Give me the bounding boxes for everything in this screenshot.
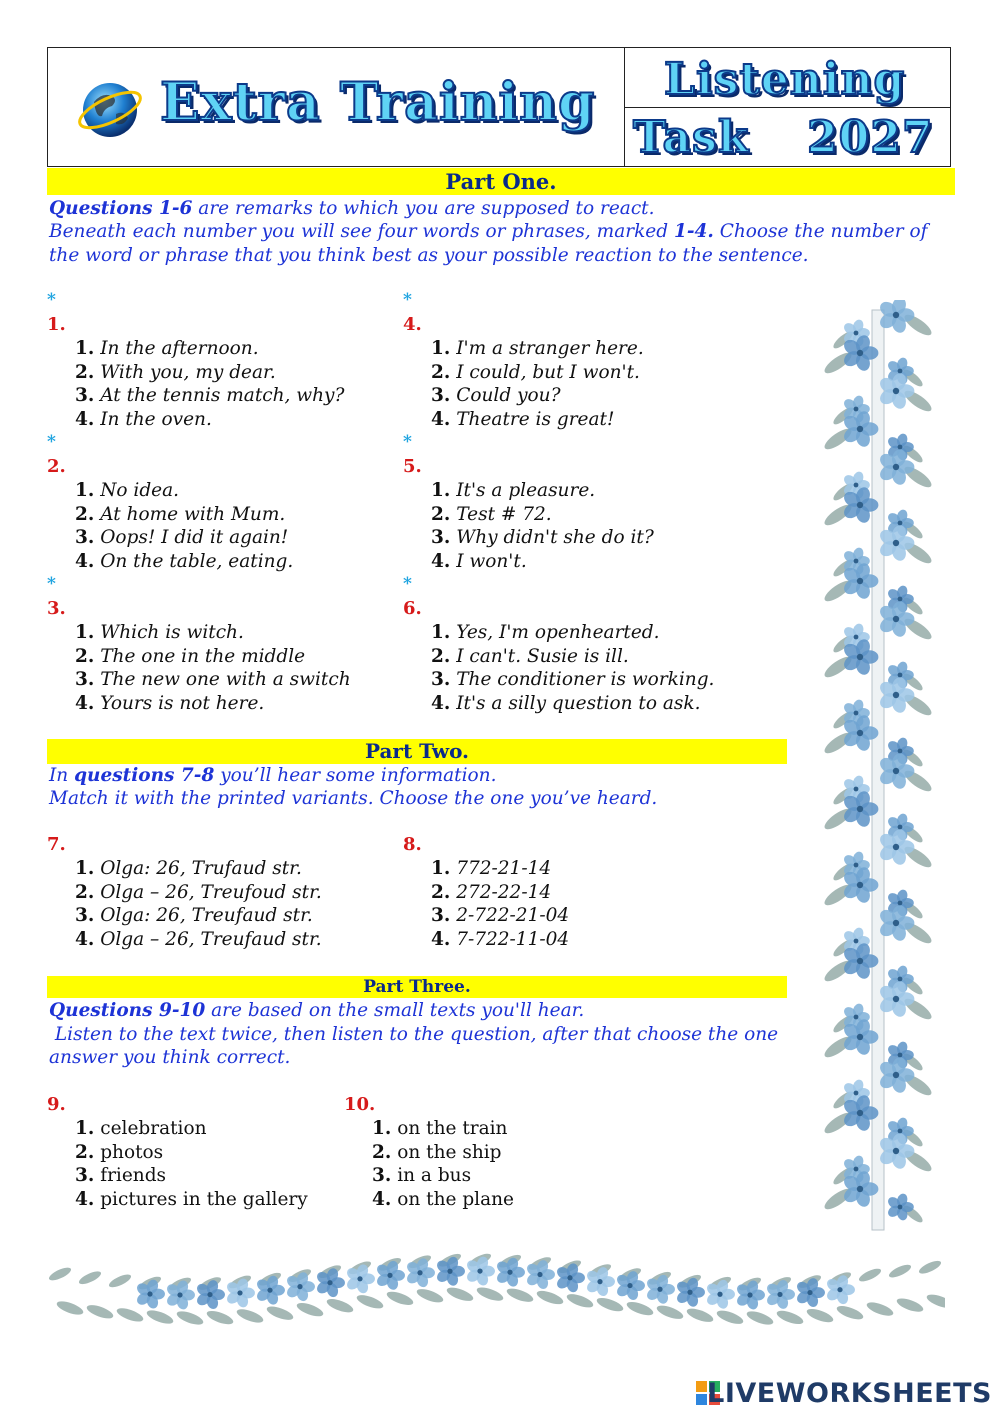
answer-option[interactable]	[75, 693, 264, 714]
option-text: pictures in the gallery	[100, 1189, 308, 1211]
answer-option[interactable]	[75, 858, 302, 879]
option-text: Olga: 26, Trufaud str.	[100, 858, 302, 879]
separator-star: *	[47, 432, 56, 452]
option-text: The new one with a switch	[100, 669, 351, 691]
flower-border-horizontal	[45, 1228, 945, 1333]
separator-star: *	[403, 432, 412, 452]
option-text: The conditioner is working.	[456, 669, 715, 691]
option-number: 1.	[75, 622, 95, 643]
option-text: With you, my dear.	[100, 361, 276, 383]
header-year: 2027	[807, 112, 934, 163]
option-text: on the train	[397, 1118, 508, 1139]
option-number: 1.	[75, 338, 95, 359]
option-text: on the ship	[397, 1141, 502, 1163]
answer-option[interactable]	[75, 929, 322, 950]
answer-option[interactable]	[372, 1118, 507, 1139]
option-text: on the plane	[397, 1189, 514, 1211]
answer-option[interactable]	[431, 858, 551, 879]
option-text: 272-22-14	[456, 881, 552, 903]
header-task: Task	[633, 112, 750, 163]
option-number: 4.	[431, 551, 451, 573]
separator-star: *	[47, 574, 56, 594]
option-text: It's a pleasure.	[456, 480, 596, 501]
part-three-heading: Part Three.	[47, 976, 787, 998]
option-text: Olga – 26, Treufaud str.	[100, 929, 322, 951]
option-text: Yours is not here.	[100, 693, 265, 715]
header-divider	[625, 107, 951, 108]
option-text: In the oven.	[100, 409, 212, 431]
question-number: 1.	[47, 314, 66, 335]
part-one-question-range: Questions 1-6	[49, 198, 193, 219]
option-number: 2.	[75, 503, 95, 525]
option-number: 3.	[75, 905, 95, 927]
part-three-instruction-line1: Questions 9-10 are based on the small texts you'll hear.	[49, 1000, 585, 1021]
answer-option[interactable]	[431, 338, 644, 359]
answer-option[interactable]	[75, 480, 179, 501]
option-text: friends	[100, 1165, 167, 1187]
option-number: 3.	[75, 669, 95, 691]
answer-option[interactable]	[431, 693, 700, 714]
answer-option[interactable]	[75, 622, 244, 643]
part-one-instruction-line2: Beneath each number you will see four words or phrases, marked 1-4. Choose the number of	[49, 221, 928, 242]
part-three-instruction-line2: Listen to the text twice, then listen to the question, after that choose the one	[49, 1024, 779, 1045]
option-text: 2-722-21-04	[456, 905, 570, 927]
option-text: It's a silly question to ask.	[456, 693, 701, 715]
option-text: Olga – 26, Treufoud str.	[100, 881, 322, 903]
option-text: At the tennis match, why?	[100, 385, 345, 407]
option-text: Oops! I did it again!	[100, 527, 289, 549]
option-text: Could you?	[456, 385, 561, 407]
part-two-instruction-line2: Match it with the printed variants. Choose the one you’ve heard.	[49, 788, 658, 809]
option-number: 1.	[75, 858, 95, 879]
option-text: I could, but I won't.	[456, 361, 640, 383]
option-number: 1.	[431, 338, 451, 359]
option-number: 4.	[75, 929, 95, 951]
part-one-instruction-line1: Questions 1-6 are remarks to which you are supposed to react.	[49, 198, 655, 219]
option-text: I'm a stranger here.	[456, 338, 644, 359]
option-text: The one in the middle	[100, 645, 306, 667]
option-text: 7-722-11-04	[456, 929, 570, 951]
question-number: 10.	[344, 1094, 376, 1115]
option-text: Olga: 26, Treufaud str.	[100, 905, 313, 927]
option-number: 3.	[75, 385, 95, 407]
answer-option[interactable]	[431, 622, 660, 643]
option-text: On the table, eating.	[100, 551, 294, 573]
option-number: 2.	[372, 1141, 392, 1163]
option-number: 3.	[431, 905, 451, 927]
answer-option[interactable]	[431, 905, 569, 926]
answer-option[interactable]	[431, 646, 629, 667]
part-three-instruction-line3: answer you think correct.	[49, 1047, 291, 1068]
answer-option[interactable]	[75, 551, 293, 572]
part-two-instruction-line1: In questions 7-8 you’ll hear some information.	[49, 765, 497, 786]
question-number: 5.	[403, 456, 422, 477]
separator-star: *	[403, 574, 412, 594]
question-number: 2.	[47, 456, 66, 477]
answer-option[interactable]	[372, 1189, 514, 1210]
question-number: 4.	[403, 314, 422, 335]
part-two-heading: Part Two.	[47, 739, 787, 764]
option-number: 2.	[75, 361, 95, 383]
answer-option[interactable]	[431, 882, 551, 903]
question-number: 6.	[403, 598, 422, 619]
answer-option[interactable]	[75, 1165, 166, 1186]
option-text: In the afternoon.	[100, 338, 259, 359]
option-number: 1.	[431, 858, 451, 879]
answer-option[interactable]	[75, 527, 288, 548]
option-number: 3.	[75, 1165, 95, 1187]
answer-option[interactable]	[75, 882, 322, 903]
part-one-heading: Part One.	[47, 168, 955, 195]
option-number: 2.	[431, 881, 451, 903]
answer-option[interactable]	[75, 1118, 207, 1139]
globe-icon	[76, 74, 144, 142]
option-number: 1.	[431, 622, 451, 643]
option-text: No idea.	[100, 480, 180, 501]
question-number: 8.	[403, 834, 422, 855]
flower-border-vertical	[810, 300, 960, 1235]
answer-option[interactable]	[75, 1189, 308, 1210]
answer-option[interactable]	[431, 480, 595, 501]
option-text: I won't.	[456, 551, 527, 573]
answer-option[interactable]	[75, 646, 305, 667]
option-number: 4.	[431, 929, 451, 951]
option-text: At home with Mum.	[100, 503, 286, 525]
answer-option[interactable]	[75, 1142, 163, 1163]
answer-option[interactable]	[431, 504, 552, 525]
answer-option[interactable]	[75, 504, 285, 525]
option-text: photos	[100, 1141, 164, 1163]
option-number: 3.	[75, 527, 95, 549]
option-number: 3.	[431, 385, 451, 407]
answer-option[interactable]	[75, 669, 351, 690]
question-number: 9.	[47, 1094, 66, 1115]
separator-star: *	[403, 290, 412, 310]
answer-option[interactable]	[431, 527, 654, 548]
part-one-instruction-line3: the word or phrase that you think best as your possible reaction to the sentence.	[49, 245, 809, 266]
option-number: 2.	[75, 645, 95, 667]
answer-option[interactable]	[372, 1165, 471, 1186]
answer-option[interactable]	[372, 1142, 502, 1163]
option-number: 4.	[372, 1189, 392, 1211]
question-number: 7.	[47, 834, 66, 855]
option-number: 4.	[75, 551, 95, 573]
answer-option[interactable]	[75, 362, 276, 383]
option-number: 4.	[75, 1189, 95, 1211]
option-number: 2.	[431, 503, 451, 525]
option-number: 4.	[431, 409, 451, 431]
answer-option[interactable]	[431, 669, 714, 690]
header-title: Extra Training	[160, 72, 596, 133]
answer-option[interactable]	[431, 385, 561, 406]
option-number: 4.	[75, 409, 95, 431]
option-number: 2.	[431, 361, 451, 383]
answer-option[interactable]	[75, 905, 313, 926]
question-number: 3.	[47, 598, 66, 619]
answer-option[interactable]	[431, 929, 569, 950]
option-text: Why didn't she do it?	[456, 527, 654, 549]
option-text: 772-21-14	[456, 858, 552, 879]
option-text: Yes, I'm openhearted.	[456, 622, 660, 643]
answer-option[interactable]	[75, 409, 212, 430]
option-number: 2.	[75, 1141, 95, 1163]
option-text: celebration	[100, 1118, 207, 1139]
answer-option[interactable]	[75, 385, 344, 406]
liveworksheets-brand: LIVEWORKSHEETS	[707, 1378, 992, 1409]
answer-option[interactable]	[431, 362, 640, 383]
option-number: 2.	[75, 881, 95, 903]
option-number: 3.	[431, 669, 451, 691]
header-listening: Listening	[664, 54, 906, 105]
answer-option[interactable]	[431, 551, 527, 572]
option-text: Which is witch.	[100, 622, 244, 643]
answer-option[interactable]	[431, 409, 614, 430]
answer-option[interactable]	[75, 338, 259, 359]
option-number: 2.	[431, 645, 451, 667]
option-text: Theatre is great!	[456, 409, 615, 431]
option-number: 1.	[75, 1118, 95, 1139]
option-number: 4.	[75, 693, 95, 715]
separator-star: *	[47, 290, 56, 310]
option-number: 1.	[431, 480, 451, 501]
option-number: 3.	[372, 1165, 392, 1187]
option-number: 1.	[75, 480, 95, 501]
option-text: in a bus	[397, 1165, 472, 1187]
option-text: Test # 72.	[456, 503, 552, 525]
option-number: 3.	[431, 527, 451, 549]
option-number: 1.	[372, 1118, 392, 1139]
option-text: I can't. Susie is ill.	[456, 645, 629, 667]
option-number: 4.	[431, 693, 451, 715]
